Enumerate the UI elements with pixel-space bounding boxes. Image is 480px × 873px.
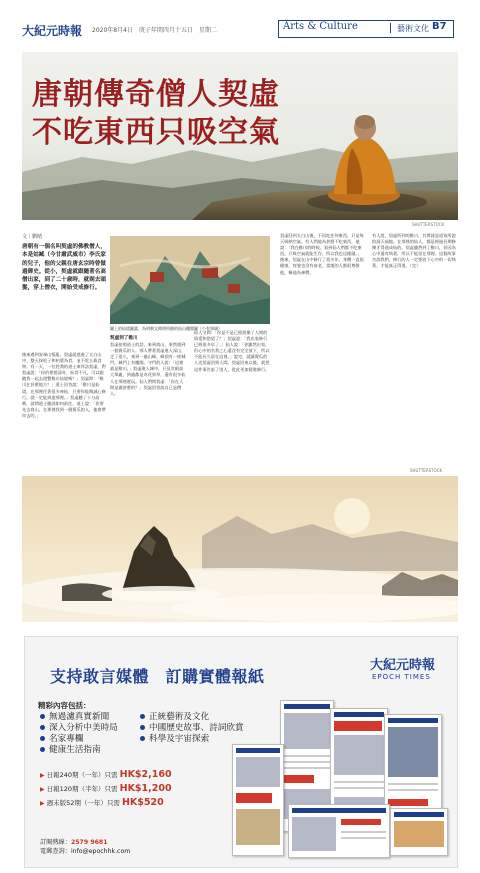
arrow-icon: ▶ [40, 800, 45, 807]
byline: 文｜劉晴 [22, 234, 43, 240]
bullet-icon [40, 736, 45, 741]
article-lead: 唐朝有一個名叫契虛的佛教僧人，本是姑臧（今甘肅武威市）李氏家的兒子，他的父親在唐玄宗時曾做過御史。從小，契虛就跟隨著名高僧出家，到了二十歲時，就剃去頭髮，穿上僧衣，開始受戒修行。 [22, 244, 106, 292]
feature-item: 科學及宇宙探索 [140, 734, 244, 745]
ad-logo: 大紀元時報 [370, 658, 436, 673]
masthead-date: 2020年8月4日 庚子年閏四月十五日 星期二 [92, 27, 217, 34]
section-divider [390, 23, 391, 33]
section-title-en: Arts & Culture [283, 21, 358, 32]
headline-line-2: 不吃東西只吸空氣 [32, 115, 280, 150]
section-title-cn: 藝術文化 [397, 24, 429, 33]
ad-logo-en: EPOCH TIMES [372, 673, 431, 681]
landscape-credit: SHUTTERSTOCK [410, 468, 443, 473]
subhead-1: 契虛到了稚川 [110, 336, 138, 341]
bullet-icon [40, 747, 45, 752]
article-column-3: 仙人又問：「你是不是已經捨棄了人間的情愛和慾望了？」契虛說：「我出家修行已經很多年了。」仙人說：「你雖然出家，但心中的名利之心還沒有完全放下，所以不能長久留在這裡。」說完，就讓賣瓜的人送契虛回到人間。契虛回來以後，就把這件事告訴了別人，從此更加精進修行。 [194, 330, 270, 372]
headline-line-1: 唐朝傳奇僧人契虛 [32, 77, 280, 112]
arrow-icon: ▶ [40, 786, 45, 793]
headline [32, 76, 280, 152]
feature-item: 名家專欄 [40, 734, 118, 745]
newspaper-thumb [232, 744, 284, 856]
price-item: ▶ 日報240期（一年）只需 HK$2,160 [40, 769, 172, 780]
bullet-icon [140, 714, 145, 719]
bullet-icon [40, 725, 45, 730]
hero-credit: SHUTTERSTOCK [412, 222, 445, 227]
article-column-4: 契虛回到太白山後，不再吃任何東西，只是每天吸納空氣。有人問他為甚麼不吃東西，他說：「我在稚川的時候，看到仙人們都不吃東西，只吸空氣就能生存，所以我也這樣做。」後來，契虛在山中修行了很多年，身體一直很健康，容貌也沒有衰老。當地的人都很尊敬他，稱他為神僧。 [280, 233, 364, 275]
price-list [40, 768, 172, 810]
painting-caption: 圖上的仙境圖畫，為明朝文徵明所繪的仙山樓閣圖（公有領域） [110, 326, 222, 331]
article-column-2: 契虛按照道士的話，來到商山，果然遇到一個賣瓜的人。那人帶著契虛進入深山，走了很久，來到一處山峰，峰頂有一座城門，城門上有樓閣。守門的人說：「這裡就是稚川。」契虛進入城中，只見宮殿高大華麗，到處都是奇花異草，還有很多仙人在那裡遊玩。仙人們問契虛：「你在人間是做甚麼的？」契虛回答說自己是僧人。 [110, 342, 186, 396]
article-column-1: 後來遇到安祿山叛亂，契虛就逃進了太白山中，整天採松子和柏葉為食，並不吃五穀食物。有一天，一位姓喬的道士來拜訪契虛，對契虛說：「你的相貌清奇，仙骨不凡，可以跟隨我一起去遊覽稚川仙境嗎？」契虛問：「稚川在甚麼地方？」道士回答說：「稚川是仙境，在那裡住著很多神仙，只要你能夠誠心修行，就一定能到達那裡。」契虛聽了十分高興，就問道士應該如何前往。道士說：「你要先去商山，在那裡找到一個賣瓜的人，他會帶你去的。」 [22, 352, 106, 418]
arrow-icon: ▶ [40, 772, 45, 779]
article-column-5: 有人說，契虛所到的稚川，其實就是道家所說的洞天福地。在那裡的仙人，都是經過長期修煉才得道成仙的。契虛雖然到了稚川，但因為心中還有執著，所以不能留在那裡。這個故事告訴我們，修行的人一定要放下心中的一切執著，才能真正得道。（完） [372, 233, 456, 269]
ad-subtitle: 精彩內容包括： [38, 701, 91, 710]
feature-item: 健康生活指南 [40, 745, 118, 756]
feature-item: 正統藝術及文化 [140, 712, 244, 723]
newspaper-collage [200, 700, 450, 860]
ad-title: 支持敢言媒體 訂購實體報紙 [50, 667, 265, 686]
feature-item: 中國歷史故事、詩詞欣賞 [140, 723, 244, 734]
newspaper-thumb [390, 808, 448, 856]
newspaper-thumb [288, 804, 390, 858]
masthead-logo: 大紀元時報 [22, 24, 83, 38]
landscape-image [22, 476, 458, 622]
bullet-icon [40, 714, 45, 719]
phone-number[interactable]: 2579 9681 [70, 839, 108, 846]
feature-item: 無過濾真實新聞 [40, 712, 118, 723]
feature-list-left [40, 712, 118, 756]
painting-image [110, 236, 270, 324]
bullet-icon [140, 725, 145, 730]
contact-info: 訂閱熱線：2579 9681 電郵查詢：info@epochhk.com [40, 839, 131, 855]
bullet-icon [140, 736, 145, 741]
email-link[interactable]: info@epochhk.com [70, 848, 131, 855]
page-number: B7 [432, 21, 447, 32]
price-item: ▶ 週末版52期（一年）只需 HK$520 [40, 797, 164, 808]
feature-item: 深入分析中美時局 [40, 723, 118, 734]
price-item: ▶ 日報120期（半年）只需 HK$1,200 [40, 783, 172, 794]
